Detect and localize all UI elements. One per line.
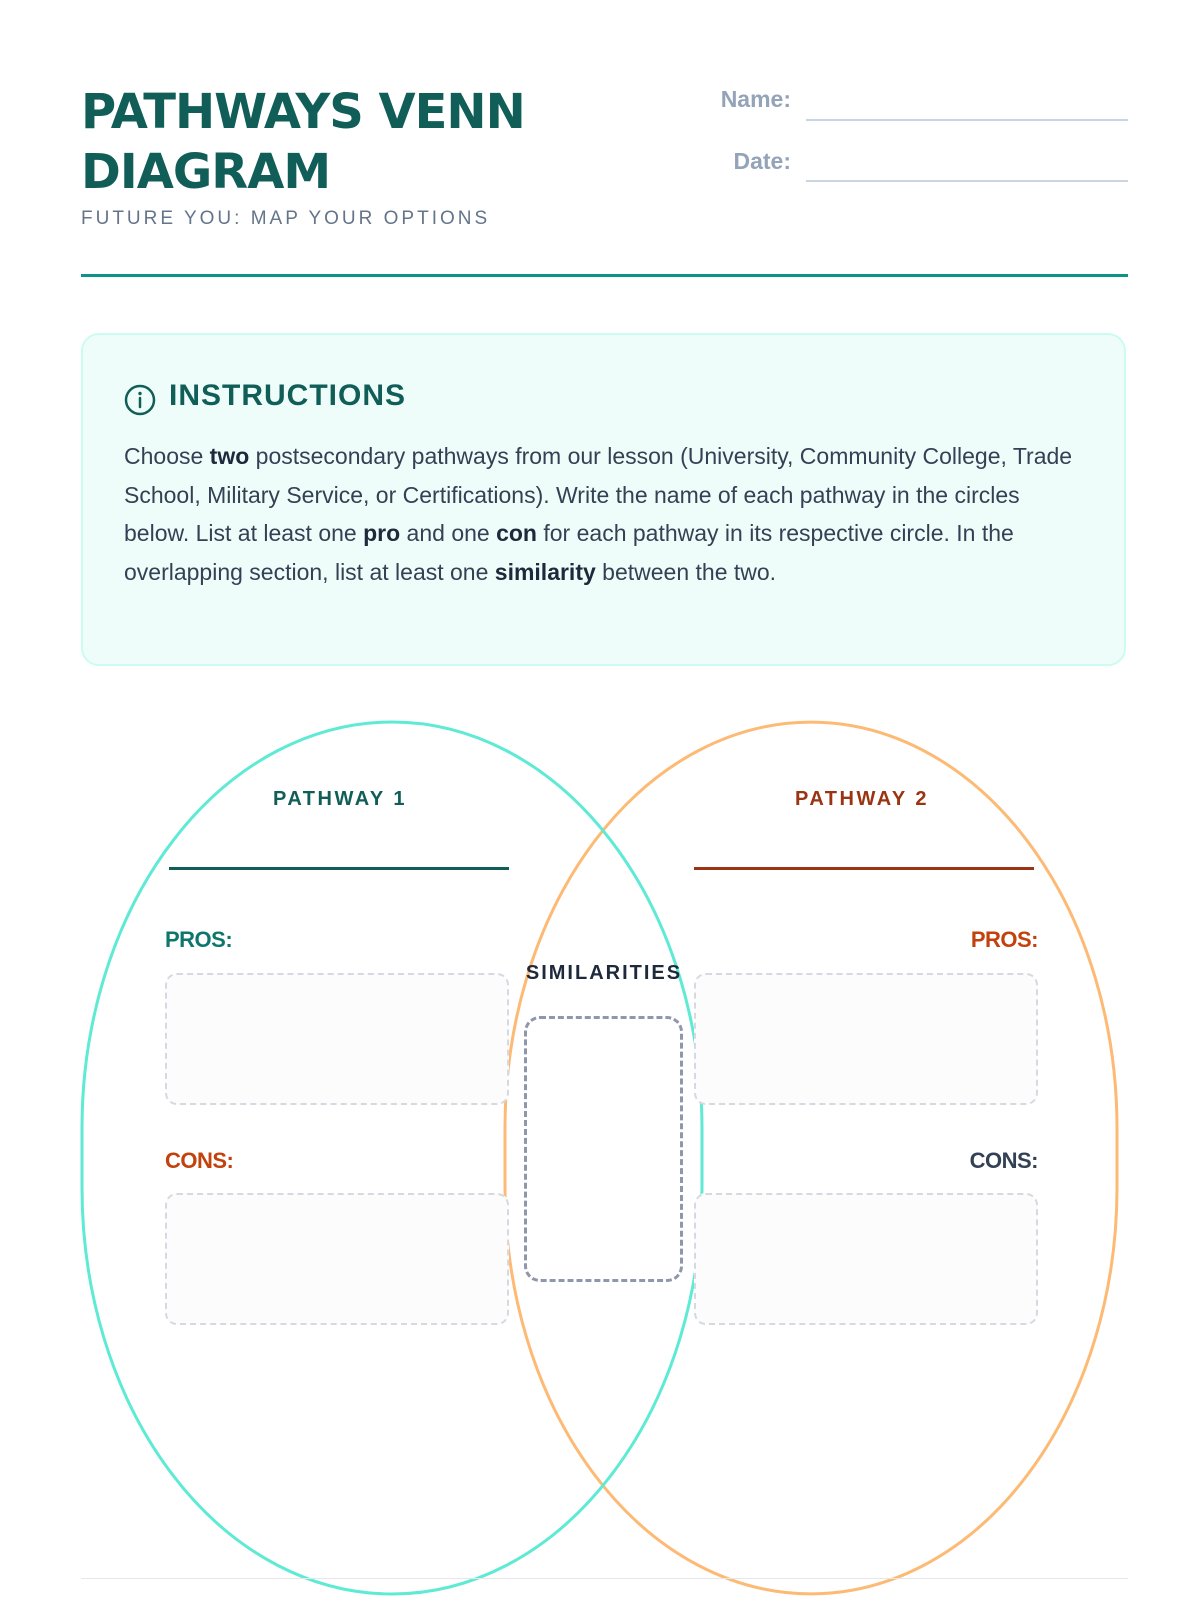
pathway-1-cons-box[interactable]: [165, 1193, 509, 1325]
pathway-2-pros-box[interactable]: [694, 973, 1038, 1105]
similarities-label: SIMILARITIES: [525, 962, 683, 984]
instructions-emphasis: con: [496, 520, 537, 546]
name-label: Name:: [720, 86, 791, 112]
instructions-heading: INSTRUCTIONS: [169, 379, 406, 412]
pathway-2-pros-label: PROS:: [970, 927, 1038, 952]
instructions-text-run: and one: [400, 520, 497, 546]
instructions-emphasis: two: [209, 443, 250, 469]
pathway-1-pros-label: PROS:: [165, 927, 233, 952]
instructions-emphasis: pro: [363, 520, 401, 546]
instructions-emphasis: similarity: [494, 558, 596, 585]
instructions-text-run: between the two.: [595, 558, 777, 585]
footer-divider: [81, 1578, 1128, 1579]
pathway-2-cons-box[interactable]: [694, 1193, 1038, 1325]
instructions-text-run: for each pathway in its respective circle. In the overlapping section, list at least one: [124, 520, 1014, 585]
instructions-text-run: Choose: [124, 443, 210, 469]
pathway-1-name-field[interactable]: [169, 867, 509, 870]
pathway-1-cons-label: CONS:: [165, 1148, 234, 1173]
pathway-1-label: PATHWAY 1: [272, 788, 407, 810]
page-subtitle: FUTURE YOU: MAP YOUR OPTIONS: [81, 208, 491, 229]
pathway-1-pros-box[interactable]: [165, 973, 509, 1105]
date-label: Date:: [733, 148, 791, 174]
similarities-box[interactable]: [524, 1016, 683, 1282]
pathway-2-cons-label: CONS:: [969, 1148, 1038, 1173]
instructions-text-run: postsecondary pathways from our lesson (University, Community College, Trade School, Military Service, or Certifications). Write the name of each pathway in the circles below. List at least one: [124, 443, 1073, 546]
page-title: PATHWAYS VENN DIAGRAM: [81, 84, 525, 200]
pathway-2-label: PATHWAY 2: [794, 788, 929, 810]
pathway-2-name-field[interactable]: [694, 867, 1034, 870]
